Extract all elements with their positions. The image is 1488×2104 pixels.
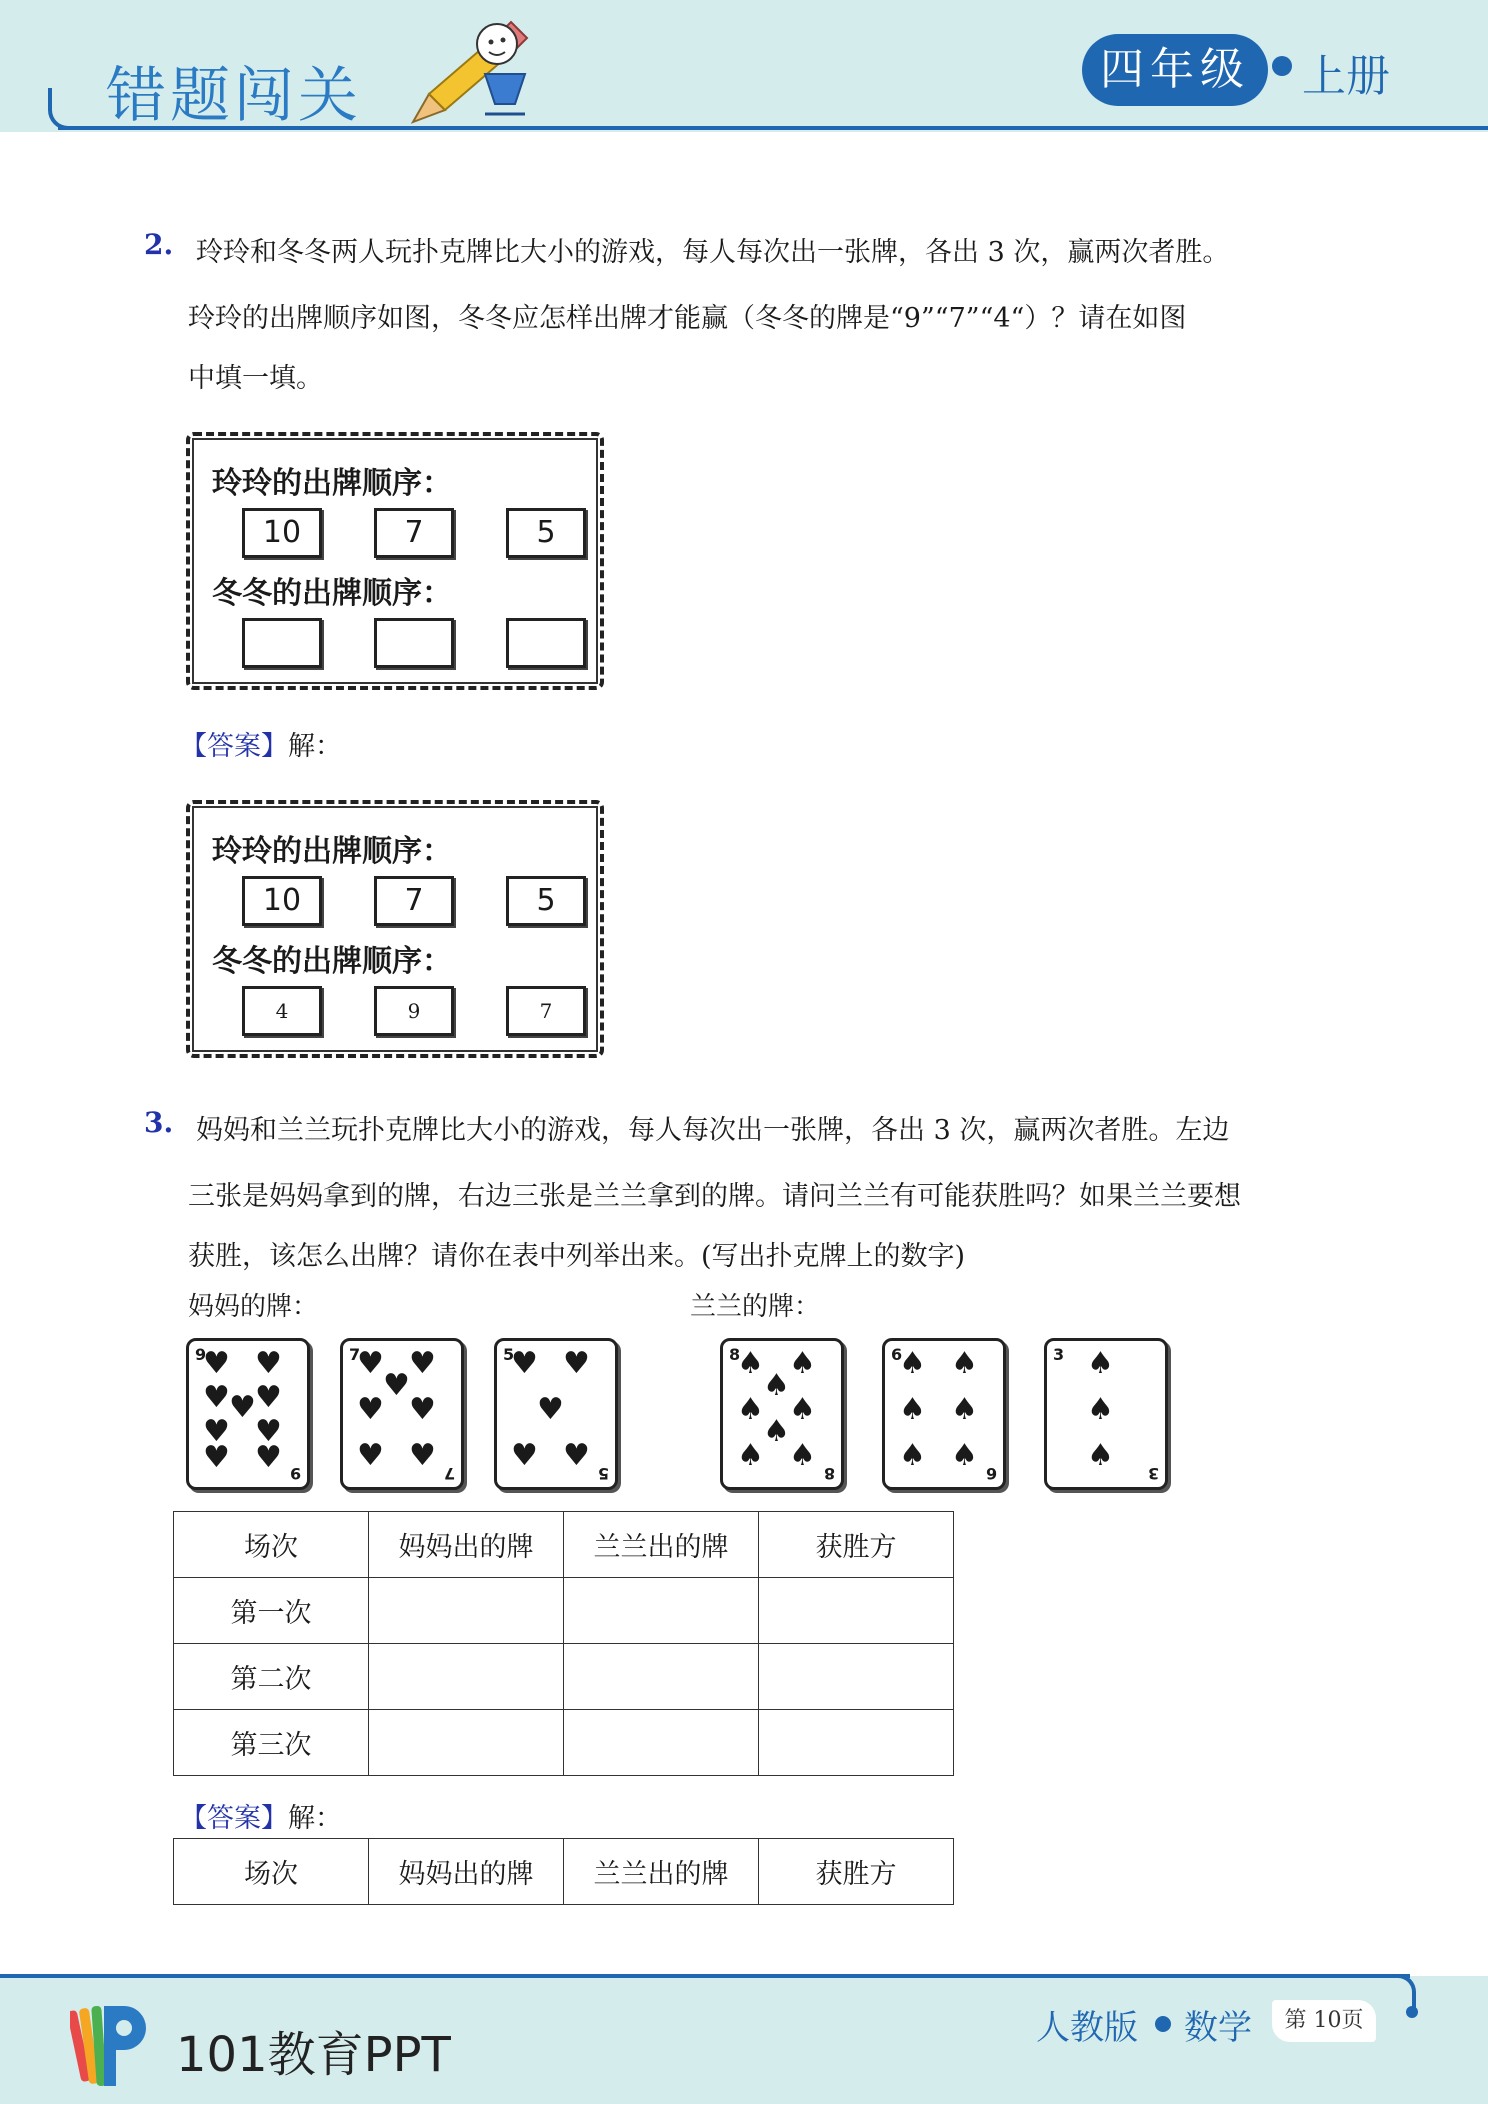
grade-badge: 四年级 [1082,34,1268,106]
question-2-answer-box [182,796,608,1062]
heart-pip-icon: ♥ [203,1414,230,1449]
card-rank: 7 [443,1464,455,1483]
dongdong-empty-slot [242,618,322,668]
volume-label: 上册 [1302,51,1390,102]
answer-tag: 【答案】 [180,731,288,762]
heart-pip-icon: ♥ [255,1346,282,1381]
empty-cell [759,1578,954,1644]
question-3-number: 3. [144,1106,174,1139]
question-3-line-2: 三张是妈妈拿到的牌，右边三张是兰兰拿到的牌。请问兰兰有可能获胜吗？如果兰兰要想 [188,1181,1241,1212]
heart-pip-icon: ♥ [255,1440,282,1475]
heart-pip-icon: ♥ [537,1392,564,1427]
heart-pip-icon: ♥ [511,1346,538,1381]
heart-pip-icon: ♥ [357,1438,384,1473]
table-row [174,1710,954,1776]
card-rank: 5 [503,1345,515,1364]
empty-cell [369,1644,564,1710]
table-header-cell: 兰兰出的牌 [564,1512,759,1578]
table-header-row [174,1512,954,1578]
heart-pip-icon: ♥ [203,1440,230,1475]
table-header-cell: 获胜方 [759,1839,954,1905]
spade-pip-icon: ♠ [951,1392,978,1427]
card-rank: 3 [1147,1464,1159,1483]
card-rank: 3 [1053,1345,1065,1364]
mom-card [340,1338,464,1490]
logo-p-icon [70,2000,150,2092]
card-rank: 6 [985,1464,997,1483]
lingling-order-label: 玲玲的出牌顺序： [212,466,452,501]
card-rank: 6 [891,1345,903,1364]
lanlan-card [1044,1338,1168,1490]
table-header-cell: 获胜方 [759,1512,954,1578]
mom-cards-label: 妈妈的牌： [188,1292,319,1322]
spade-pip-icon: ♠ [737,1438,764,1473]
subject-label: 数学 [1184,2008,1252,2048]
heart-pip-icon: ♥ [357,1392,384,1427]
round-cell: 第三次 [174,1710,369,1776]
heart-pip-icon: ♥ [511,1438,538,1473]
lingling-card-slot: 7 [374,876,454,926]
card-rank: 9 [289,1464,301,1483]
heart-pip-icon: ♥ [255,1414,282,1449]
question-3-answer-table [173,1838,954,1905]
table-header-cell: 兰兰出的牌 [564,1839,759,1905]
round-cell: 第二次 [174,1644,369,1710]
dongdong-empty-slot [374,618,454,668]
table-header-cell: 场次 [174,1839,369,1905]
question-3-table [173,1511,954,1776]
answer-text: 解： [288,1803,342,1834]
question-3-answer-heading [180,1796,342,1835]
spade-pip-icon: ♠ [737,1392,764,1427]
table-row [174,1578,954,1644]
card-rank: 5 [597,1464,609,1483]
question-3-line-1: 妈妈和兰兰玩扑克牌比大小的游戏，每人每次出一张牌，各出 3 次，赢两次者胜。左边 [196,1115,1230,1146]
heart-pip-icon: ♥ [357,1346,384,1381]
empty-cell [369,1578,564,1644]
spade-pip-icon: ♠ [737,1346,764,1381]
lingling-card-slot: 7 [374,508,454,558]
footer-logo-text: 101教育PPT [176,2027,451,2083]
spade-pip-icon: ♠ [899,1438,926,1473]
table-header-cell: 妈妈出的牌 [369,1512,564,1578]
card-rank: 8 [729,1345,741,1364]
table-header-row [174,1839,954,1905]
table-header-cell: 妈妈出的牌 [369,1839,564,1905]
table-row [174,1644,954,1710]
dongdong-empty-slot [506,618,586,668]
mom-card [186,1338,310,1490]
question-2-line-1: 玲玲和冬冬两人玩扑克牌比大小的游戏，每人每次出一张牌，各出 3 次，赢两次者胜。 [196,237,1230,268]
heart-pip-icon: ♥ [409,1346,436,1381]
lingling-card-slot: 5 [506,876,586,926]
spade-pip-icon: ♠ [1087,1346,1114,1381]
page-number: 第 10页 [1272,2000,1376,2042]
card-rank: 7 [349,1345,361,1364]
spade-pip-icon: ♠ [899,1346,926,1381]
mom-card [494,1338,618,1490]
card-rank: 9 [195,1345,207,1364]
lanlan-card [720,1338,844,1490]
heart-pip-icon: ♥ [203,1346,230,1381]
header-title: 错题闯关 [106,61,362,131]
lingling-card-slot: 5 [506,508,586,558]
heart-pip-icon: ♥ [563,1346,590,1381]
spade-pip-icon: ♠ [763,1414,790,1449]
empty-cell [564,1578,759,1644]
empty-cell [564,1710,759,1776]
answer-text: 解： [288,731,342,762]
lingling-card-slot: 10 [242,508,322,558]
heart-pip-icon: ♥ [229,1390,256,1425]
empty-cell [369,1710,564,1776]
heart-pip-icon: ♥ [255,1380,282,1415]
lingling-order-label: 玲玲的出牌顺序： [212,834,452,869]
question-2-number: 2. [144,228,174,261]
empty-cell [759,1644,954,1710]
heart-pip-icon: ♥ [409,1438,436,1473]
empty-cell [564,1644,759,1710]
dongdong-answer-slot: 7 [506,986,586,1036]
footer-rule [0,1974,1410,1978]
dongdong-answer-slot: 4 [242,986,322,1036]
spade-pip-icon: ♠ [951,1438,978,1473]
spade-pip-icon: ♠ [789,1346,816,1381]
question-2-line-3: 中填一填。 [188,363,323,394]
pencil-mascot-icon [405,14,545,126]
question-2-line-2: 玲玲的出牌顺序如图，冬冬应怎样出牌才能赢（冬冬的牌是“9”“7”“4“）？请在如图 [188,303,1187,334]
table-header-cell: 场次 [174,1512,369,1578]
answer-tag: 【答案】 [180,1803,288,1834]
round-cell: 第一次 [174,1578,369,1644]
edition-dot [1155,2016,1171,2032]
question-2-card-box [182,428,608,694]
spade-pip-icon: ♠ [1087,1392,1114,1427]
heart-pip-icon: ♥ [409,1392,436,1427]
question-3-line-3: 获胜，该怎么出牌？请你在表中列举出来。(写出扑克牌上的数字) [188,1241,966,1272]
edition-label: 人教版 [1036,2008,1138,2048]
question-2-answer-heading [180,724,342,763]
heart-pip-icon: ♥ [383,1368,410,1403]
spade-pip-icon: ♠ [1087,1438,1114,1473]
spade-pip-icon: ♠ [789,1438,816,1473]
lingling-card-slot: 10 [242,876,322,926]
dongdong-order-label: 冬冬的出牌顺序： [212,576,452,611]
dongdong-answer-slot: 9 [374,986,454,1036]
card-rank: 8 [823,1464,835,1483]
lanlan-card [882,1338,1006,1490]
spade-pip-icon: ♠ [899,1392,926,1427]
spade-pip-icon: ♠ [951,1346,978,1381]
empty-cell [759,1710,954,1776]
heart-pip-icon: ♥ [563,1438,590,1473]
grade-dot [1272,56,1292,76]
spade-pip-icon: ♠ [789,1392,816,1427]
dongdong-order-label: 冬冬的出牌顺序： [212,944,452,979]
spade-pip-icon: ♠ [763,1368,790,1403]
footer-hook-dot [1406,2006,1418,2018]
lanlan-cards-label: 兰兰的牌： [690,1292,821,1322]
heart-pip-icon: ♥ [203,1380,230,1415]
